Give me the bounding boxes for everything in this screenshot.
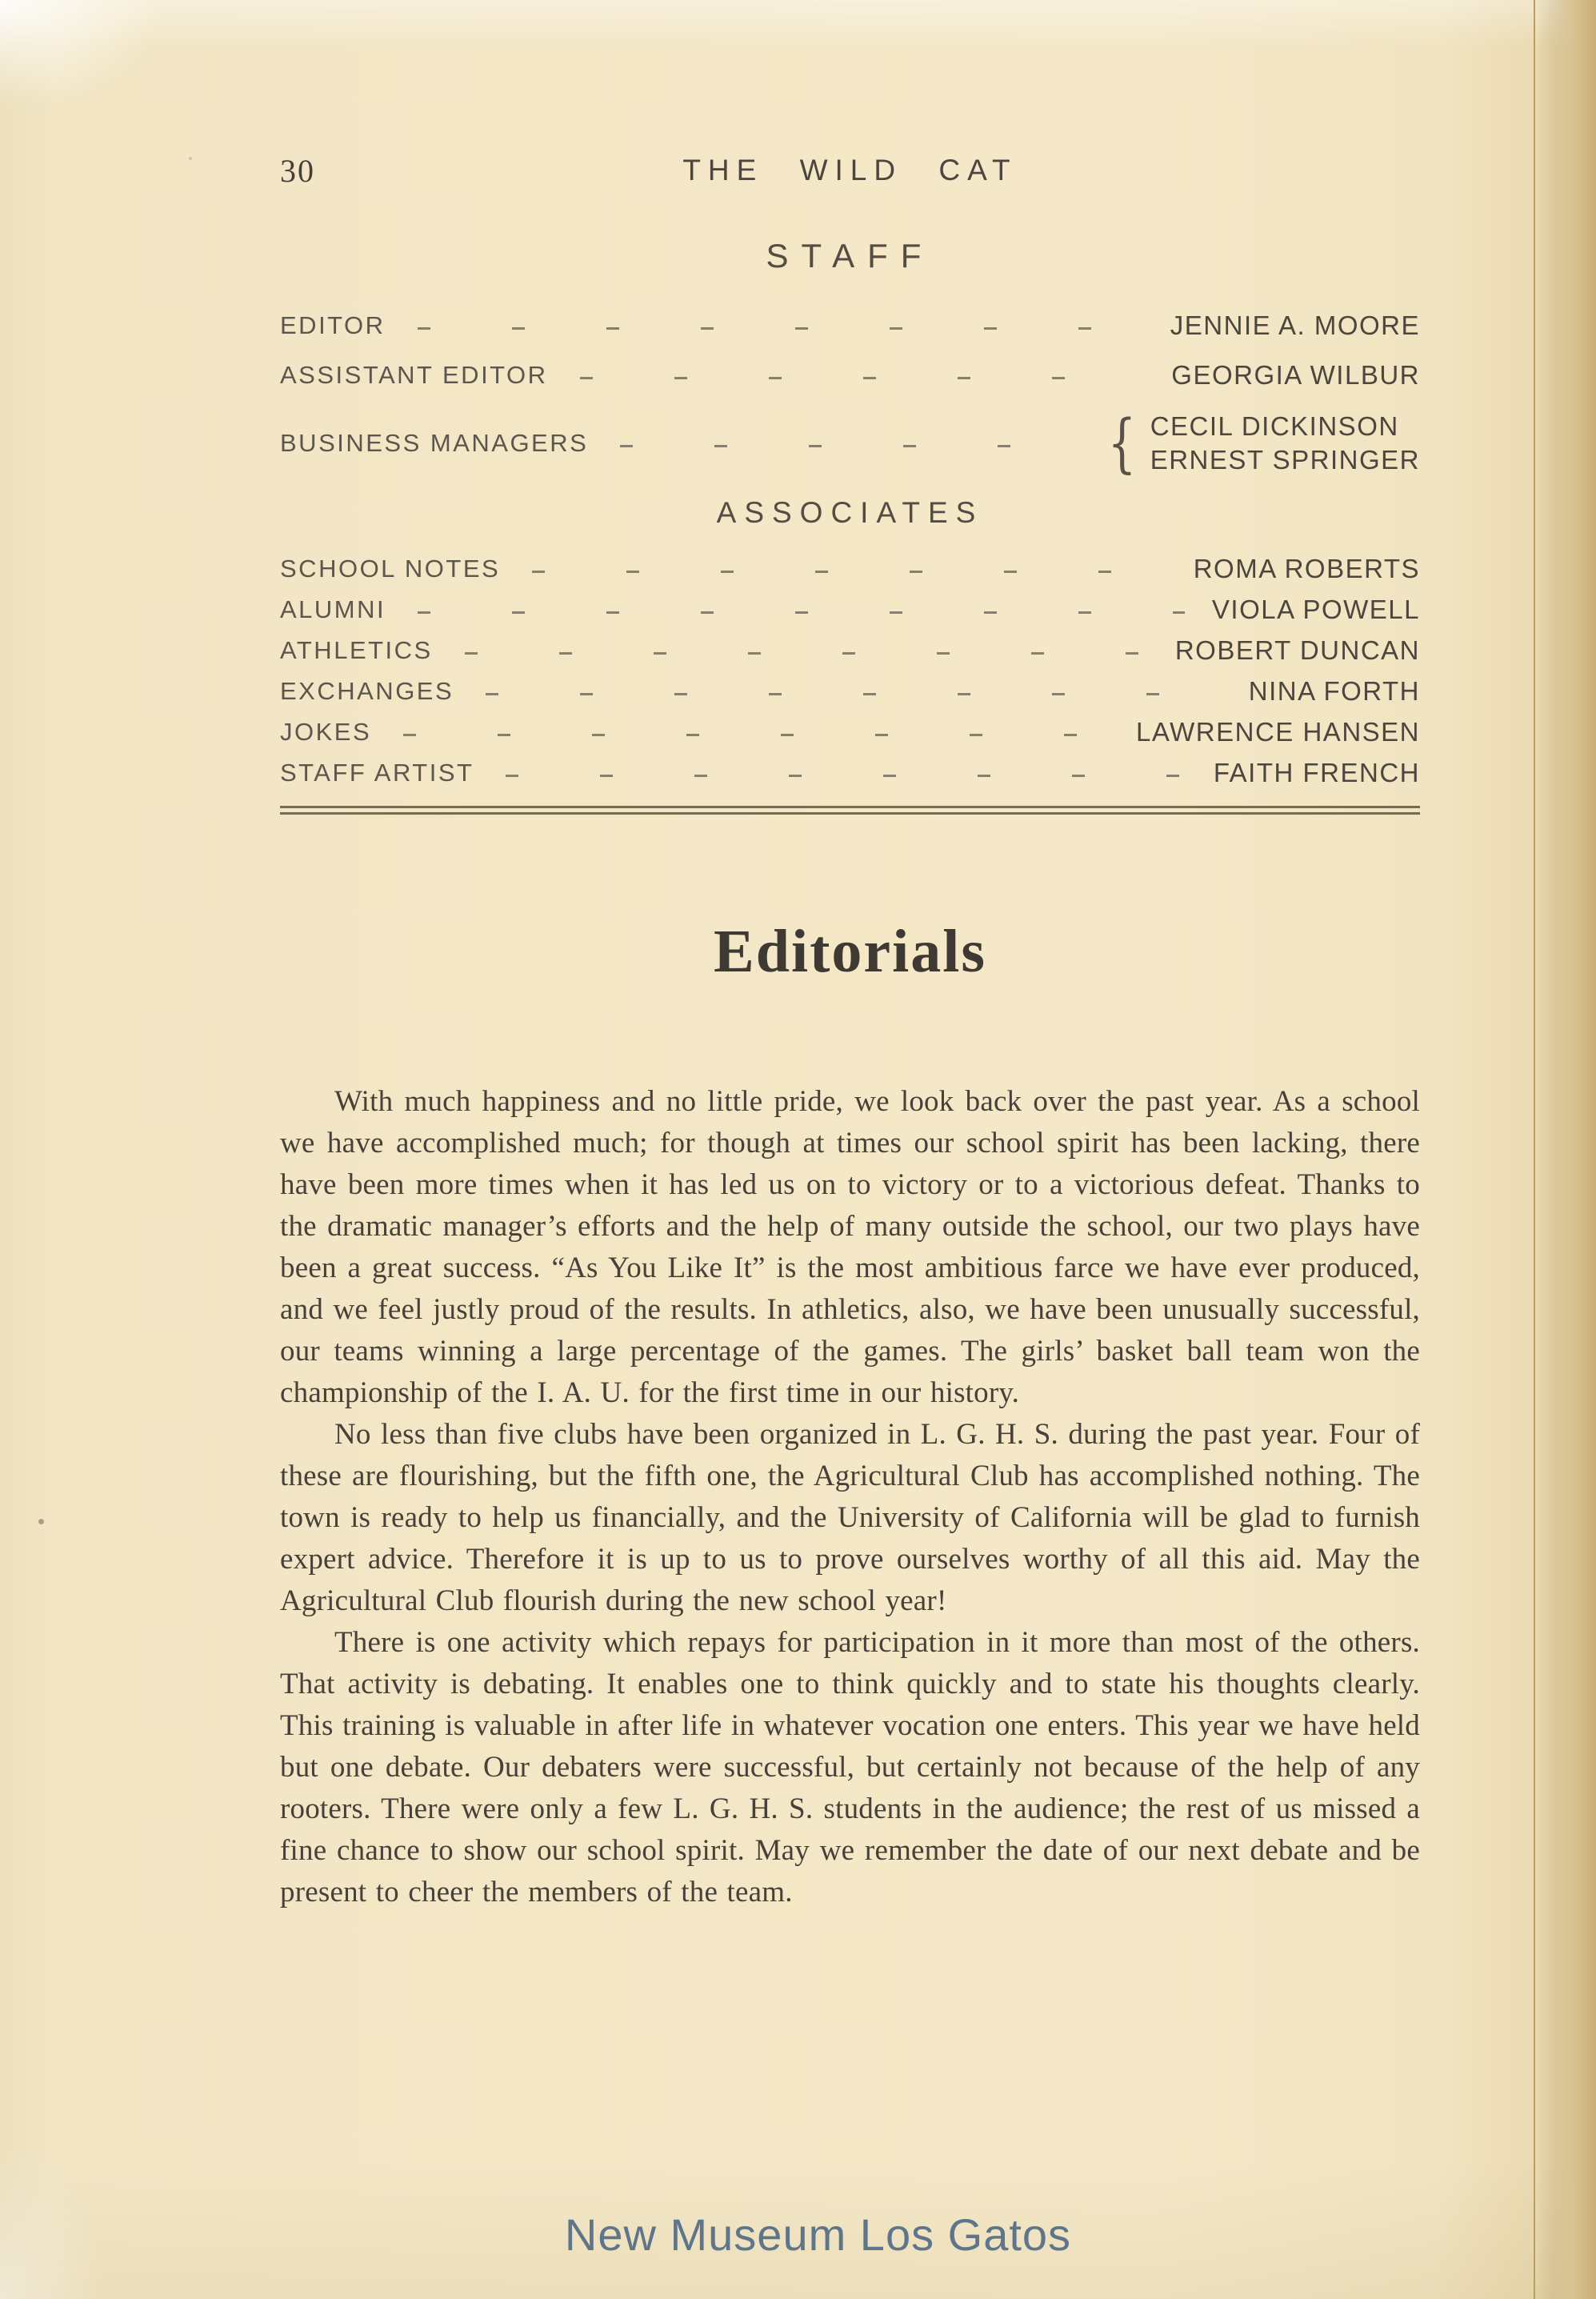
staff-member-name: VIOLA POWELL bbox=[1211, 595, 1420, 624]
staff-role-label: STAFF ARTIST bbox=[280, 759, 474, 787]
staff-row bbox=[280, 360, 1420, 391]
associates-heading: ASSOCIATES bbox=[716, 496, 984, 529]
editorial-paragraph: With much happiness and no little pride, we look back over the past year. As a school we have accomplished much; for though at times our school spirit has been lacking, there have been more times when it has led us on to victory or to a victorious defeat. Thanks to the dramatic manager’s efforts and the help of many outside the school, our two plays have been a great success. “As You Like It” is the most ambitious farce we have ever produced, and we feel justly proud of the results. In athletics, also, we have been unusually successful, our teams winning a large percentage of the games. The girls’ basket ball team won the championship of the I. A. U. for the first time in our history. bbox=[280, 1085, 1420, 1409]
staff-member-name: JENNIE A. MOORE bbox=[1170, 310, 1420, 340]
staff-member-names bbox=[1150, 410, 1420, 477]
staff-role-label: SCHOOL NOTES bbox=[280, 555, 501, 583]
staff-role-label: EXCHANGES bbox=[280, 677, 454, 705]
staff-role-label: BUSINESS MANAGERS bbox=[280, 429, 589, 457]
page-edge-shadow bbox=[1534, 0, 1596, 2299]
staff-member-name: CECIL DICKINSON bbox=[1150, 411, 1399, 441]
dash-leader bbox=[532, 571, 1166, 573]
divider-rule bbox=[280, 806, 1420, 815]
staff-row bbox=[280, 554, 1420, 584]
editorial-paragraphs bbox=[280, 1081, 1420, 1913]
staff-member-name: ERNEST SPRINGER bbox=[1150, 445, 1420, 475]
staff-member-name: ROMA ROBERTS bbox=[1193, 554, 1420, 583]
staff-member-name: ROBERT DUNCAN bbox=[1174, 635, 1420, 665]
page-header bbox=[280, 152, 1420, 192]
dash-leader bbox=[465, 652, 1148, 655]
dash-leader bbox=[418, 611, 1185, 614]
staff-row bbox=[280, 310, 1420, 341]
scan-speck bbox=[189, 157, 192, 160]
journal-title: THE WILD CAT bbox=[682, 154, 1018, 186]
staff-role-label: ASSISTANT EDITOR bbox=[280, 361, 548, 389]
dash-leader bbox=[620, 445, 1074, 447]
dash-leader bbox=[580, 377, 1145, 379]
page-number: 30 bbox=[280, 153, 315, 189]
staff-member-name: GEORGIA WILBUR bbox=[1171, 360, 1420, 390]
staff-list bbox=[280, 310, 1420, 480]
dash-leader bbox=[486, 693, 1222, 695]
staff-row bbox=[280, 676, 1420, 707]
editorial-paragraph: There is one activity which repays for participation in it more than most of the others. That activity is debating. It enables one to think quickly and to state his thoughts clearly. This training is valuable in after life in whatever vocation one enters. This year we have held but one debate. Our debaters were successful, but certainly not because of the help of any rooters. There were only a few L. G. H. S. students in the audience; the rest of us missed a fine chance to show our school spirit. May we remember the date of our next debate and be present to cheer the members of the team. bbox=[280, 1626, 1420, 1908]
staff-member-name: LAWRENCE HANSEN bbox=[1136, 717, 1420, 747]
staff-member-name: NINA FORTH bbox=[1248, 676, 1420, 706]
brace-glyph: { bbox=[1107, 406, 1137, 480]
staff-row bbox=[280, 717, 1420, 747]
scan-speck bbox=[38, 1519, 44, 1524]
staff-role-label: ATHLETICS bbox=[280, 636, 433, 664]
dash-leader bbox=[403, 734, 1109, 736]
editorial-paragraph: No less than five clubs have been organized in L. G. H. S. during the past year. Four of these are flourishing, but the fifth one, the Agricultural Club has accomplished nothing. The town is ready to help us financially, and the University of California will be glad to furnish expert advice. Therefore it is up to us to prove ourselves worthy of all this aid. May the Agricultural Club flourish during the new school year! bbox=[280, 1418, 1420, 1617]
staff-row bbox=[280, 406, 1420, 480]
staff-member-name: FAITH FRENCH bbox=[1213, 758, 1420, 787]
staff-role-label: ALUMNI bbox=[280, 595, 386, 623]
staff-row bbox=[280, 758, 1420, 788]
staff-row bbox=[280, 595, 1420, 625]
museum-watermark: New Museum Los Gatos bbox=[564, 2209, 1072, 2260]
staff-role-label: EDITOR bbox=[280, 311, 386, 339]
staff-heading: STAFF bbox=[766, 237, 934, 274]
editorials-heading: Editorials bbox=[714, 918, 986, 985]
dash-leader bbox=[506, 775, 1186, 777]
associates-list bbox=[280, 554, 1420, 788]
staff-row bbox=[280, 635, 1420, 666]
staff-role-label: JOKES bbox=[280, 718, 372, 746]
dash-leader bbox=[418, 327, 1143, 330]
